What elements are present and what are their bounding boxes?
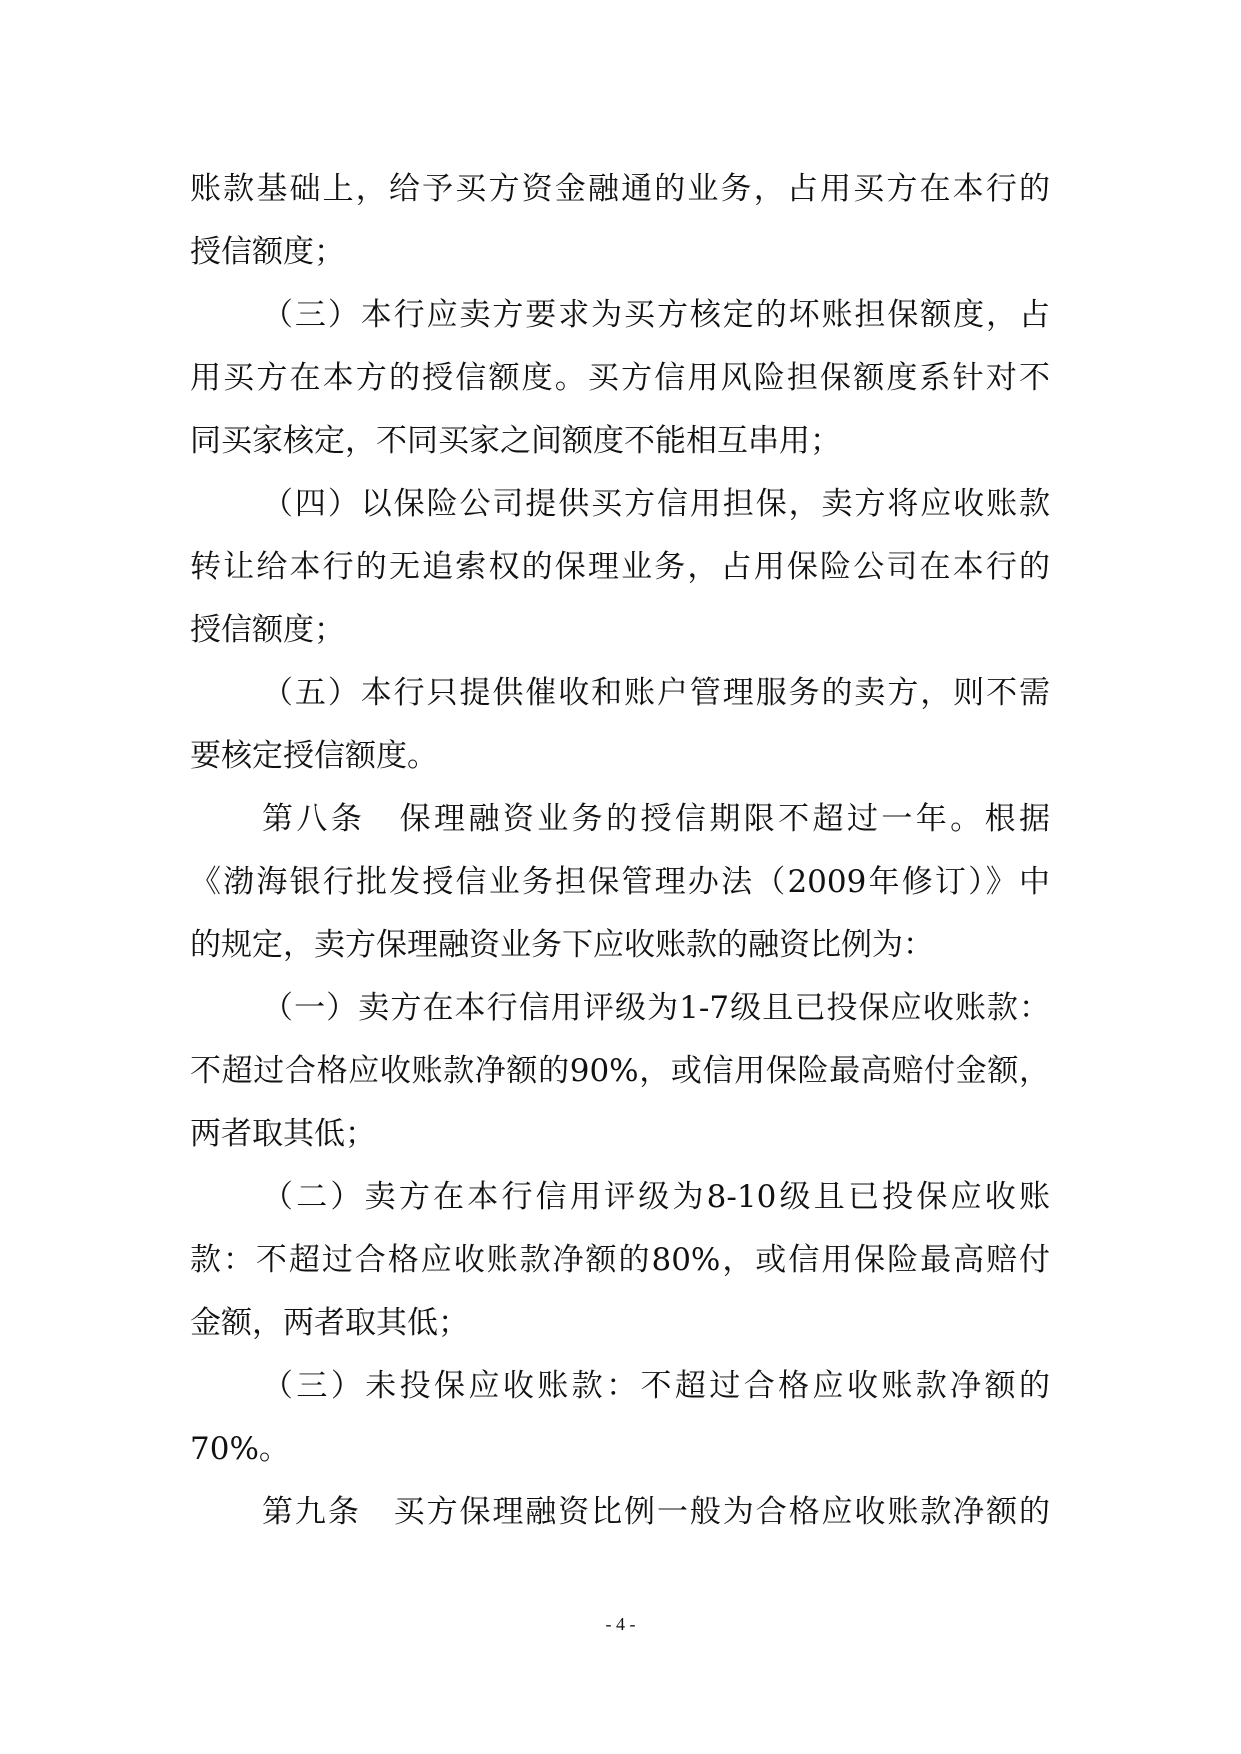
text-line: 不超过合格应收账款净额的90%，或信用保险最高赔付金额，	[190, 1053, 1050, 1089]
text-line: 账款基础上，给予买方资金融通的业务，占用买方在本行的	[190, 171, 1050, 207]
text-line: 转让给本行的无追索权的保理业务，占用保险公司在本行的	[190, 549, 1050, 585]
text-line: （一）卖方在本行信用评级为1-7级且已投保应收账款：	[262, 990, 1050, 1026]
text-line: （二）卖方在本行信用评级为8-10级且已投保应收账	[262, 1179, 1050, 1215]
text-line: 两者取其低；	[190, 1116, 376, 1152]
page-number: - 4 -	[605, 1614, 636, 1634]
text-line: 70%。	[190, 1431, 290, 1467]
text-line: 第八条 保理融资业务的授信期限不超过一年。根据	[262, 801, 1050, 837]
text-line: （四）以保险公司提供买方信用担保，卖方将应收账款	[262, 486, 1050, 522]
text-line: 授信额度；	[190, 612, 345, 648]
text-line: 要核定授信额度。	[190, 738, 438, 774]
text-line: 同买家核定，不同买家之间额度不能相互串用；	[190, 423, 841, 459]
text-line: 第九条 买方保理融资比例一般为合格应收账款净额的	[262, 1494, 1050, 1530]
text-line: 金额，两者取其低；	[190, 1305, 469, 1341]
text-line: （五）本行只提供催收和账户管理服务的卖方，则不需	[262, 675, 1050, 711]
text-line: 用买方在本方的授信额度。买方信用风险担保额度系针对不	[190, 360, 1050, 396]
text-line: 的规定，卖方保理融资业务下应收账款的融资比例为：	[190, 927, 934, 963]
text-line: 款：不超过合格应收账款净额的80%，或信用保险最高赔付	[190, 1242, 1050, 1278]
text-line: （三）未投保应收账款：不超过合格应收账款净额的	[262, 1368, 1050, 1404]
text-line: 授信额度；	[190, 234, 345, 270]
text-line: 《渤海银行批发授信业务担保管理办法（2009年修订）》中	[190, 864, 1050, 900]
text-line: （三）本行应卖方要求为买方核定的坏账担保额度，占	[262, 297, 1050, 333]
